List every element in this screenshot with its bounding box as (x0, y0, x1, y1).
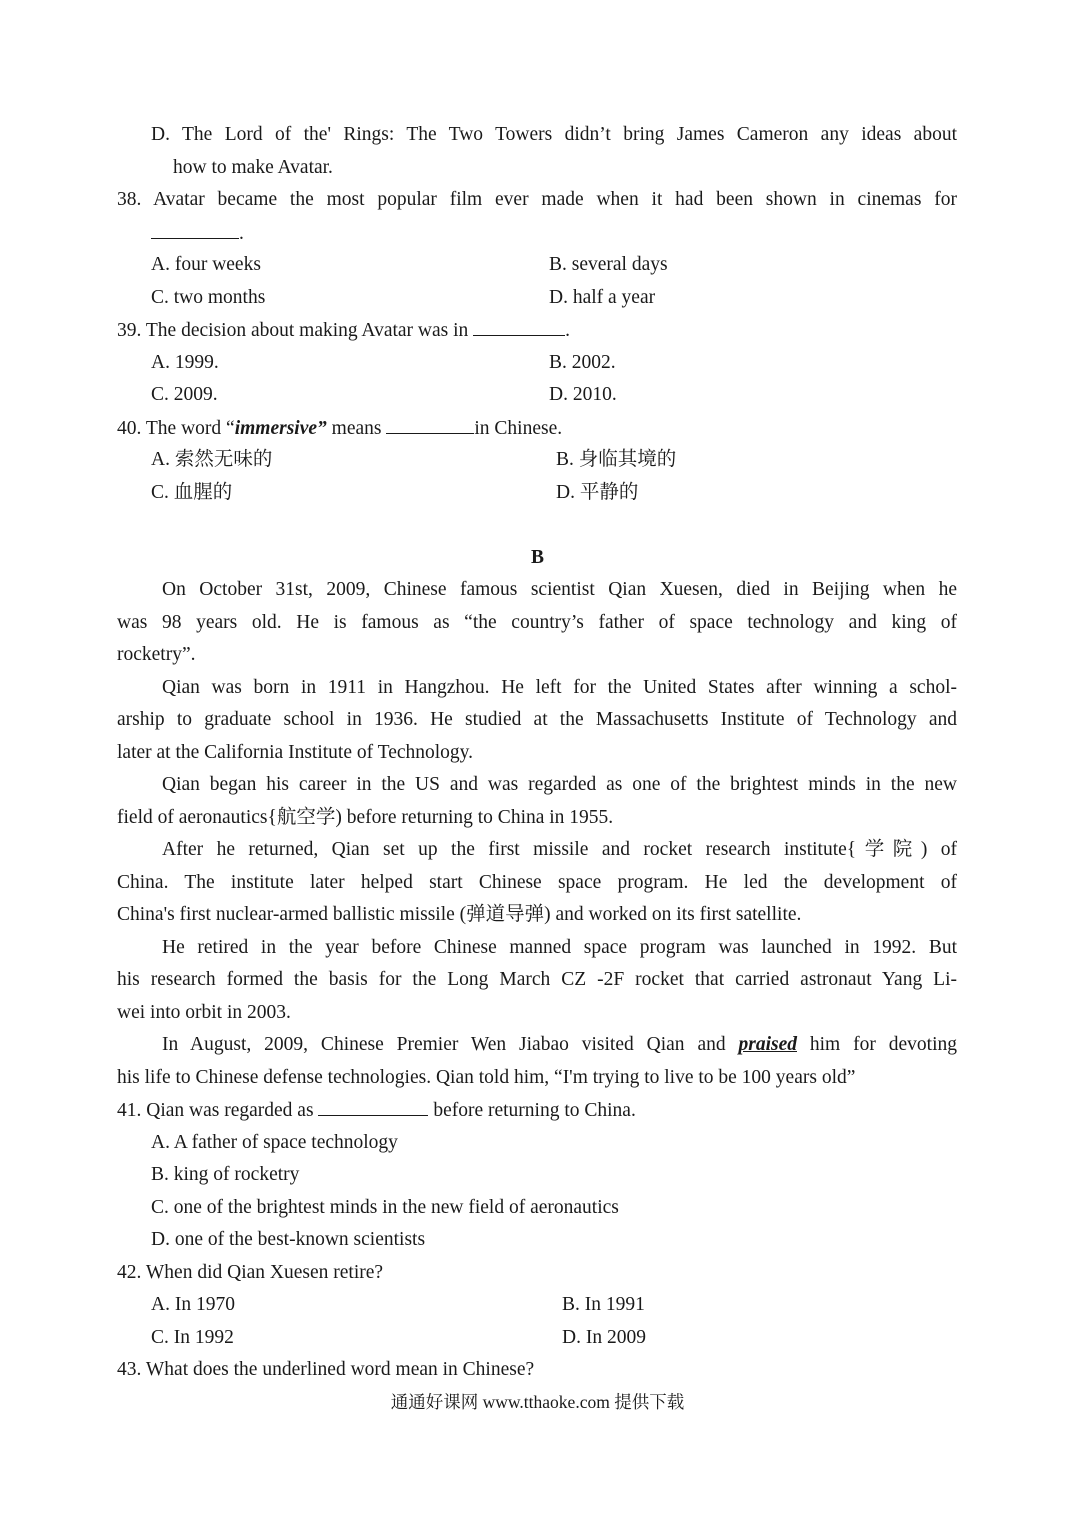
answer-blank (473, 318, 565, 336)
keyword-immersive: immersive” (234, 418, 327, 439)
q40-option-d: D. 平静的 (556, 482, 639, 503)
q41-stem: 41. Qian was regarded as before returning to China. (117, 1100, 636, 1121)
passage-line: rocketry”. (117, 644, 196, 665)
q38-option-c: C. two months (151, 287, 266, 308)
q38-blank-line: . (151, 221, 244, 246)
passage-line: After he returned, Qian set up the first missile and rocket research institute{学院) of (162, 839, 957, 860)
q42-option-c: C. In 1992 (151, 1327, 234, 1348)
passage-line: China's first nuclear-armed ballistic missile (弹道导弹) and worked on its first satellite. (117, 904, 802, 925)
q39-stem: 39. The decision about making Avatar was in . (117, 320, 571, 341)
q38-stem: 38. Avatar became the most popular film ever made when it had been shown in cinemas for (117, 189, 957, 210)
q39-option-a: A. 1999. (151, 352, 219, 373)
q38-option-b: B. several days (549, 254, 668, 275)
q37-option-d-line1: D. The Lord of the' Rings: The Two Towers didn’t bring James Cameron any ideas about (151, 124, 957, 145)
q39-option-d: D. 2010. (549, 384, 617, 405)
q41-option-a: A. A father of space technology (151, 1132, 398, 1153)
passage-line: later at the California Institute of Technology. (117, 742, 474, 763)
q37-option-d-line2: how to make Avatar. (173, 157, 333, 178)
q41-option-c: C. one of the brightest minds in the new field of aeronautics (151, 1197, 619, 1218)
passage-line: field of aeronautics{航空学) before returning to China in 1955. (117, 807, 614, 828)
q40-option-c: C. 血腥的 (151, 482, 233, 503)
q39-option-b: B. 2002. (549, 352, 616, 373)
q40-option-b: B. 身临其境的 (556, 449, 677, 470)
passage-line: his life to Chinese defense technologies. Qian told him, “I'm trying to live to be 100 years old” (117, 1067, 856, 1088)
answer-blank (151, 221, 239, 239)
passage-line: China. The institute later helped start Chinese space program. He led the development of (117, 872, 957, 893)
q42-option-a: A. In 1970 (151, 1294, 235, 1315)
answer-blank (318, 1098, 428, 1116)
q38-option-a: A. four weeks (151, 254, 261, 275)
q41-option-b: B. king of rocketry (151, 1164, 300, 1185)
passage-line: arship to graduate school in 1936. He studied at the Massachusetts Institute of Technology and (117, 709, 957, 730)
section-b-title: B (530, 547, 544, 568)
page-footer: 通通好课网 www.tthaoke.com 提供下载 (390, 1392, 685, 1412)
q42-option-b: B. In 1991 (562, 1294, 645, 1315)
passage-line: He retired in the year before Chinese manned space program was launched in 1992. But (162, 937, 957, 958)
passage-line: In August, 2009, Chinese Premier Wen Jiabao visited Qian and praised him for devoting (162, 1034, 957, 1055)
answer-blank (386, 416, 474, 434)
passage-line: his research formed the basis for the Long March CZ -2F rocket that carried astronaut Yang Li- (117, 969, 957, 990)
q43-stem: 43. What does the underlined word mean in Chinese? (117, 1359, 535, 1380)
passage-line: Qian was born in 1911 in Hangzhou. He left for the United States after winning a schol- (162, 677, 957, 698)
passage-line: On October 31st, 2009, Chinese famous scientist Qian Xuesen, died in Beijing when he (162, 579, 957, 600)
q40-option-a: A. 索然无味的 (151, 449, 273, 470)
q42-option-d: D. In 2009 (562, 1327, 646, 1348)
q38-option-d: D. half a year (549, 287, 656, 308)
passage-line: Qian began his career in the US and was regarded as one of the brightest minds in the new (162, 774, 957, 795)
q40-stem: 40. The word “immersive” means in Chinese. (117, 418, 563, 439)
passage-line: wei into orbit in 2003. (117, 1002, 291, 1023)
q41-option-d: D. one of the best-known scientists (151, 1229, 426, 1250)
underlined-word-praised: praised (738, 1034, 797, 1055)
q42-stem: 42. When did Qian Xuesen retire? (117, 1262, 384, 1283)
passage-line: was 98 years old. He is famous as “the country’s father of space technology and king of (117, 612, 957, 633)
q39-option-c: C. 2009. (151, 384, 218, 405)
